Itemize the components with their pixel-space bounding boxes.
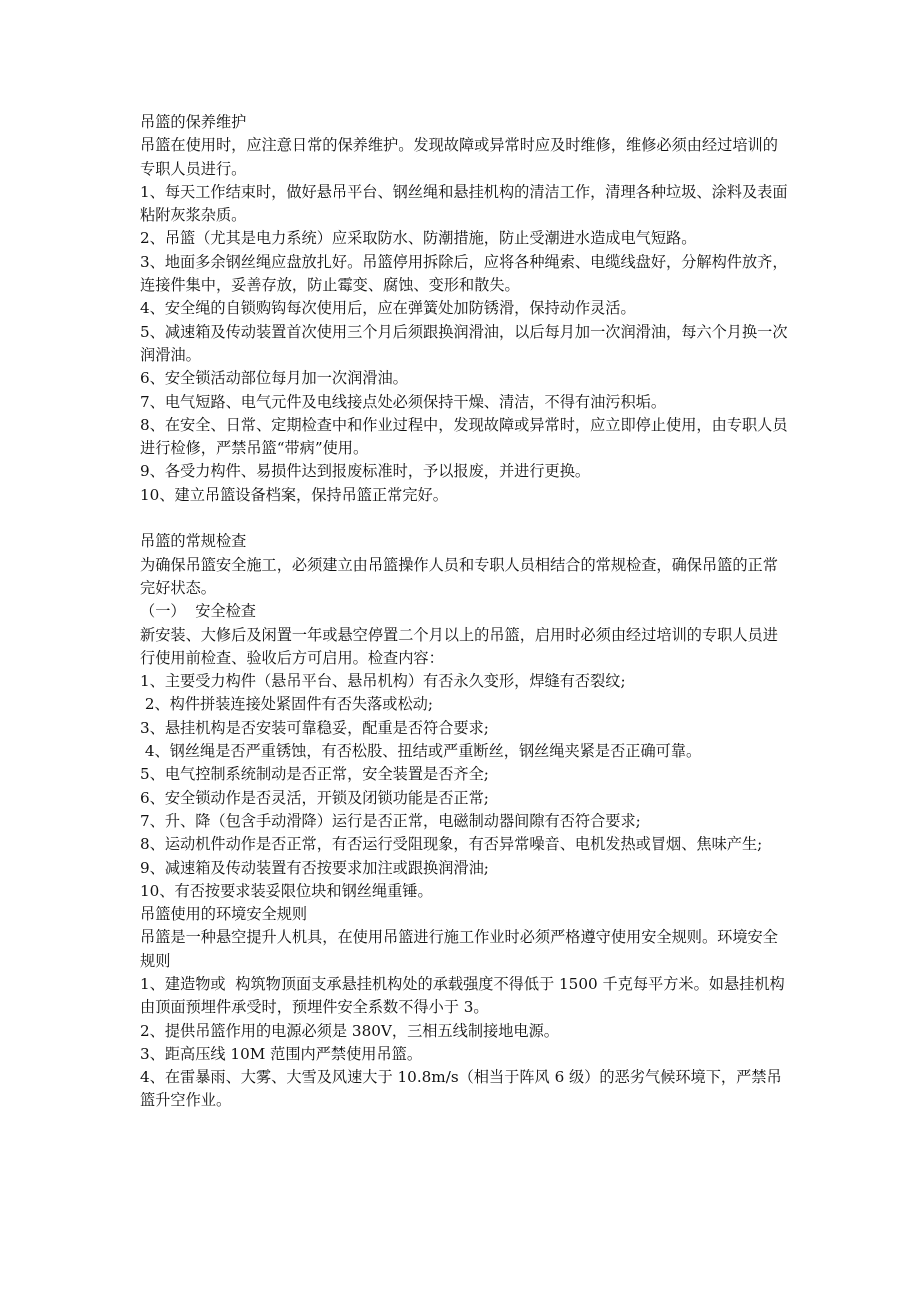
inspection-intro: 为确保吊篮安全施工，必须建立由吊篮操作人员和专职人员相结合的常规检查，确保吊篮的正常完好状态。 — [140, 555, 778, 597]
inspection-item: 8、运动机件动作是否正常，有否运行受阻现象，有否异常噪音、电机发热或冒烟、焦味产生; — [140, 835, 763, 854]
inspection-item: 9、减速箱及传动装置有否按要求加注或跟换润滑油; — [140, 858, 489, 877]
inspection-item: 7、升、降（包含手动滑降）运行是否正常，电磁制动器间隙有否符合要求; — [140, 811, 641, 830]
inspection-item: 3、悬挂机构是否安装可靠稳妥，配重是否符合要求; — [140, 718, 489, 737]
maintenance-item: 8、在安全、日常、定期检查中和作业过程中，发现故障或异常时，应立即停止使用，由专职人员进行检修，严禁吊篮“带病”使用。 — [140, 415, 788, 458]
environment-intro: 吊篮是一种悬空提升人机具，在使用吊篮进行施工作业时必须严格遵守使用安全规则。环境安全规则 — [140, 928, 778, 970]
maintenance-item: 6、安全锁活动部位每月加一次润滑油。 — [140, 369, 408, 388]
maintenance-item: 4、安全绳的自锁购钩每次使用后，应在弹簧处加防锈滑，保持动作灵活。 — [140, 299, 636, 318]
document-page — [140, 111, 790, 1113]
maintenance-item: 1、每天工作结束时，做好悬吊平台、钢丝绳和悬挂机构的清洁工作，清理各种垃圾、涂料及表面粘附灰浆杂质。 — [140, 182, 788, 225]
section-heading-inspection: 吊篮的常规检查 — [140, 532, 247, 551]
environment-item: 4、在雷暴雨、大雾、大雪及风速大于 10.8m/s（相当于阵风 6 级）的恶劣气候环境下，严禁吊篮升空作业。 — [140, 1068, 782, 1110]
inspection-item: 4、钢丝绳是否严重锈蚀，有否松股、扭结或严重断丝，钢丝绳夹紧是否正确可靠。 — [140, 742, 702, 761]
blank-line — [140, 507, 790, 530]
inspection-item: 6、安全锁动作是否灵活，开锁及闭锁功能是否正常; — [140, 788, 489, 807]
maintenance-item: 5、减速箱及传动装置首次使用三个月后须跟换润滑油，以后每月加一次润滑油，每六个月换一次润滑油。 — [140, 322, 788, 364]
environment-item: 3、距高压线 10M 范围内严禁使用吊篮。 — [140, 1044, 423, 1063]
maintenance-item: 2、吊篮（尤其是电力系统）应采取防水、防潮措施，防止受潮进水造成电气短路。 — [140, 229, 697, 248]
inspection-item: 1、主要受力构件（悬吊平台、悬吊机构）有否永久变形，焊缝有否裂纹; — [140, 672, 626, 691]
maintenance-intro: 吊篮在使用时，应注意日常的保养维护。发现故障或异常时应及时维修，维修必须由经过培训的专职人员进行。 — [140, 136, 778, 178]
maintenance-item: 3、地面多余钢丝绳应盘放扎好。吊篮停用拆除后，应将各种绳索、电缆线盘好，分解构件放齐，连接件集中，妥善存放，防止霉变、腐蚀、变形和散失。 — [140, 252, 788, 295]
section-heading-environment: 吊篮使用的环境安全规则 — [140, 905, 308, 924]
inspection-item: 2、构件拼装连接处紧固件有否失落或松动; — [140, 695, 433, 714]
maintenance-item: 7、电气短路、电气元件及电线接点处必须保持干燥、清洁，不得有油污积垢。 — [140, 392, 667, 411]
inspection-item: 10、有否按要求装妥限位块和钢丝绳重锤。 — [140, 881, 433, 900]
inspection-sub-intro: 新安装、大修后及闲置一年或悬空停置二个月以上的吊篮，启用时必须由经过培训的专职人员进行使用前检查、验收后方可启用。检查内容： — [140, 625, 778, 667]
inspection-item: 5、电气控制系统制动是否正常，安全装置是否齐全; — [140, 765, 489, 784]
environment-item: 1、建造物或 构筑物顶面支承悬挂机构处的承载强度不得低于 1500 千克每平方米。如悬挂机构由顶面预埋件承受时，预埋件安全系数不得小于 3。 — [140, 974, 785, 1017]
maintenance-item: 10、建立吊篮设备档案，保持吊篮正常完好。 — [140, 485, 448, 504]
section-heading-maintenance: 吊篮的保养维护 — [140, 113, 247, 131]
inspection-subheading: （一） 安全检查 — [140, 602, 256, 621]
maintenance-item: 9、各受力构件、易损件达到报废标准时，予以报废，并进行更换。 — [140, 462, 591, 481]
environment-item: 2、提供吊篮作用的电源必须是 380V，三相五线制接地电源。 — [140, 1021, 559, 1040]
